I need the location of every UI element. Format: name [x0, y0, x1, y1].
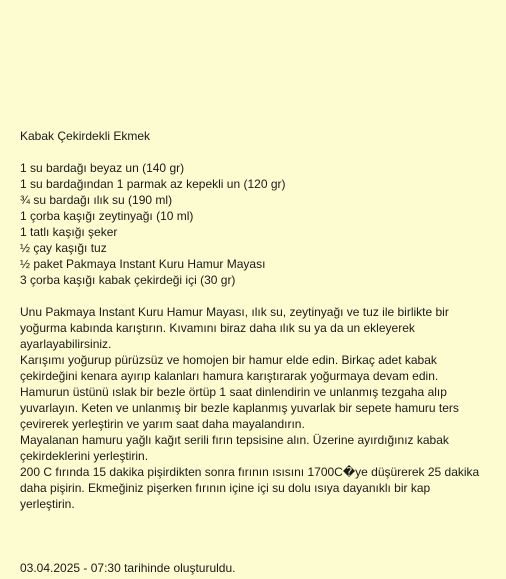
ingredient-item: 1 su bardağından 1 parmak az kepekli un (120 gr): [20, 177, 286, 191]
ingredient-item: 3 çorba kaşığı kabak çekirdeği içi (30 gr): [20, 273, 236, 287]
ingredient-list: [20, 160, 486, 288]
recipe-note: [20, 128, 486, 512]
instruction-step: Mayalanan hamuru yağlı kağıt serili fırın tepsisine alın. Üzerine ayırdığınız kabak çekirdeklerini yerleştirin.: [20, 433, 449, 463]
instruction-step: Unu Pakmaya Instant Kuru Hamur Mayası, ılık su, zeytinyağı ve tuz ile birlikte bir yoğurma kabında karıştırın. Kıvamını biraz daha ılık su ya da un ekleyerek ayarlayabilirsiniz.: [20, 305, 449, 351]
instruction-step: Hamurun üstünü ıslak bir bezle örtüp 1 saat dinlendirin ve unlanmış tezgaha alıp yuvarlayın. Keten ve unlanmış bir bezle kaplanmış yuvarlak bir sepete hamuru ters çevirerek yerleştirin ve yarım saat daha mayalandırın.: [20, 385, 459, 431]
recipe-title: Kabak Çekirdekli Ekmek: [20, 129, 151, 143]
ingredient-item: 1 tatlı kaşığı şeker: [20, 225, 118, 239]
ingredient-item: ¾ su bardağı ılık su (190 ml): [20, 193, 173, 207]
instruction-step: 200 C fırında 15 dakika pişirdikten sonra fırının ısısını 1700C�ye düşürerek 25 dakika daha pişirin. Ekmeğiniz pişerken fırının içine içi su dolu ısıya dayanıklı bir kap yerleştirin.: [20, 465, 480, 511]
ingredient-item: ½ çay kaşığı tuz: [20, 241, 107, 255]
ingredient-item: 1 su bardağı beyaz un (140 gr): [20, 161, 185, 175]
instruction-list: [20, 304, 486, 512]
ingredient-item: 1 çorba kaşığı zeytinyağı (10 ml): [20, 209, 194, 223]
created-timestamp: 03.04.2025 - 07:30 tarihinde oluşturuldu.: [20, 561, 236, 575]
ingredient-item: ½ paket Pakmaya Instant Kuru Hamur Mayası: [20, 257, 266, 271]
instruction-step: Karışımı yoğurup pürüzsüz ve homojen bir hamur elde edin. Birkaç adet kabak çekirdeğini kenara ayırıp kalanları hamura karıştırarak yoğurmaya devam edin.: [20, 353, 439, 383]
